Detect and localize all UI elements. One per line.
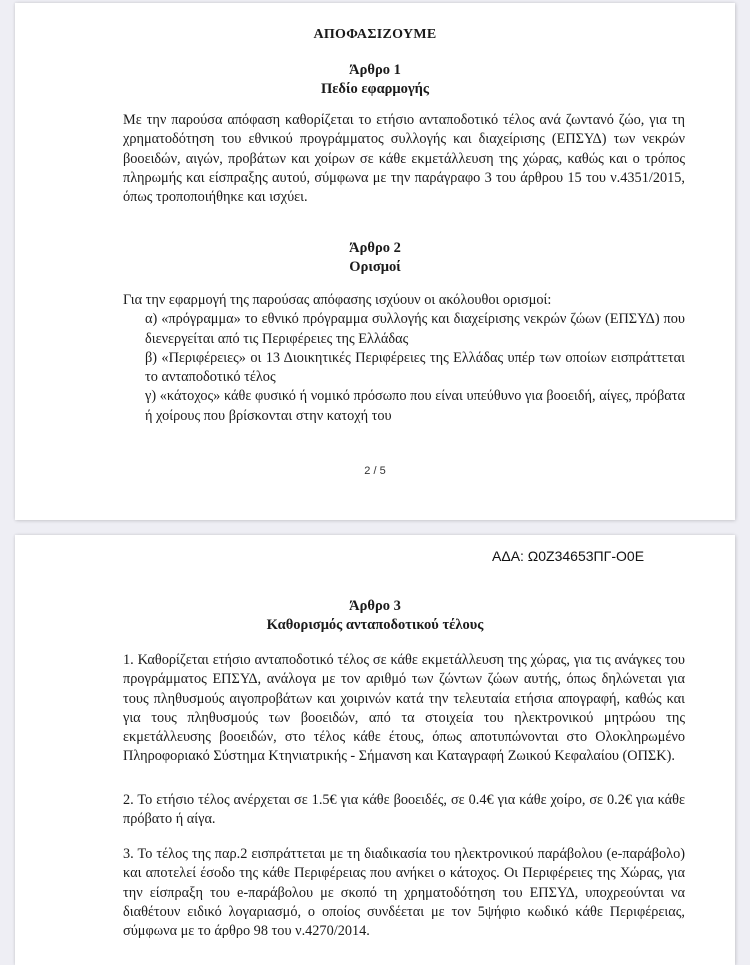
definitions-intro: Για την εφαρμογή της παρούσας απόφασης ισχύουν οι ακόλουθοι ορισμοί: [123,292,552,308]
article-3-title: Καθορισμός ανταποδοτικού τέλους [266,617,484,633]
article-3-paragraph-2 [123,791,685,830]
article-3-number: Άρθρο 3 [349,598,401,614]
page-number: 2 / 5 [364,465,386,477]
article-1-title: Πεδίο εφαρμογής [320,81,430,97]
paragraph-text: 3. Το τέλος της παρ.2 εισπράττεται με τη διαδικασία του ηλεκτρονικού παράβολου (e-παράβολο) και αποτελεί έσοδο της κάθε Περιφέρειας που ανήκει ο κάτοχος. Οι Περιφέρειες της Χώρας, για την είσπραξη του e-παράβολου με σκοπό τη χρηματοδότηση του ΕΠΣΥΔ, υποχρεούνται να διαθέτουν ειδικό λογαριασμό, ο οποίος συνδέεται με τον 5ψήφιο κωδικό κάθε Περιφέρειας, σύμφωνα με το άρθρο 98 του ν.4270/2014. [123,846,685,940]
article-1-number: Άρθρο 1 [349,62,401,78]
document-page-2 [15,3,735,520]
paragraph-text: 1. Καθορίζεται ετήσιο ανταποδοτικό τέλος σε κάθε εκμετάλλευση της χώρας, για τις ανάγκες του προγράμματος ΕΠΣΥΔ, ανάλογα με τον αριθμό των ζώντων ζώων αυτής, όπως δηλώνεται για τους πληθυσμούς αιγοπροβάτων και χοιρινών κατά την τελευταία ετήσια απογραφή, καθώς και για τους πληθυσμούς των βοοειδών, από τα στοιχεία του ηλεκτρονικού μητρώου της εκμετάλλευσης βοοειδών, στο τέλος κάθε έτους, όπως αποτυπώνονται στο Ολοκληρωμένο Πληροφοριακό Σύστημα Κτηνιατρικής - Σήμανση και Καταγραφή Ζωικού Κεφαλαίου (ΟΠΣΚ). [123,652,685,765]
definition-item: β) «Περιφέρειες» οι 13 Διοικητικές Περιφέρειες της Ελλάδας υπέρ των οποίων εισπράττεται το ανταποδοτικό τέλος [145,349,685,386]
article-2-definitions [123,291,685,426]
decision-heading: ΑΠΟΦΑΣΙΖΟΥΜΕ [313,27,437,42]
article-2-number: Άρθρο 2 [349,240,401,256]
paragraph-text: 2. Το ετήσιο τέλος ανέρχεται σε 1.5€ για κάθε βοοειδές, σε 0.4€ για κάθε χοίρο, σε 0.2€ για κάθε πρόβατο ή αίγα. [123,792,685,828]
article-2-heading [15,239,735,277]
article-1-heading [15,61,735,99]
article-3-heading [15,597,735,635]
article-3-paragraph-1 [123,651,685,767]
document-page-3 [15,535,735,965]
article-1-paragraph: Με την παρούσα απόφαση καθορίζεται το ετήσιο ανταποδοτικό τέλος ανά ζωντανό ζώο, για τη χρηματοδότηση του εθνικού προγράμματος συλλογής και διαχείρισης (ΕΠΣΥΔ) των νεκρών βοοειδών, αιγών, προβάτων και χοίρων σε κάθε εκμετάλλευση της χώρας, καθώς και ο τρόπος πληρωμής και είσπραξης αυτού, σύμφωνα με την παράγραφο 3 του άρθρου 15 του ν.4351/2015, όπως τροποποιήθηκε και ισχύει. [123,112,685,206]
definition-item: α) «πρόγραμμα» το εθνικό πρόγραμμα συλλογής και διαχείρισης νεκρών ζώων (ΕΠΣΥΔ) που διενεργείται από τις Περιφέρειες της Ελλάδας [145,311,685,347]
article-2-title: Ορισμοί [349,259,401,275]
article-3-paragraph-3 [123,845,685,941]
article-1-body [123,111,685,207]
ada-code: ΑΔΑ: Ω0Ζ34653ΠΓ-Ο0Ε [492,548,645,564]
definition-item: γ) «κάτοχος» κάθε φυσικό ή νομικό πρόσωπο που είναι υπεύθυνο για βοοειδή, αίγες, πρόβατα ή χοίρους που βρίσκονται στην κατοχή του [145,388,685,424]
